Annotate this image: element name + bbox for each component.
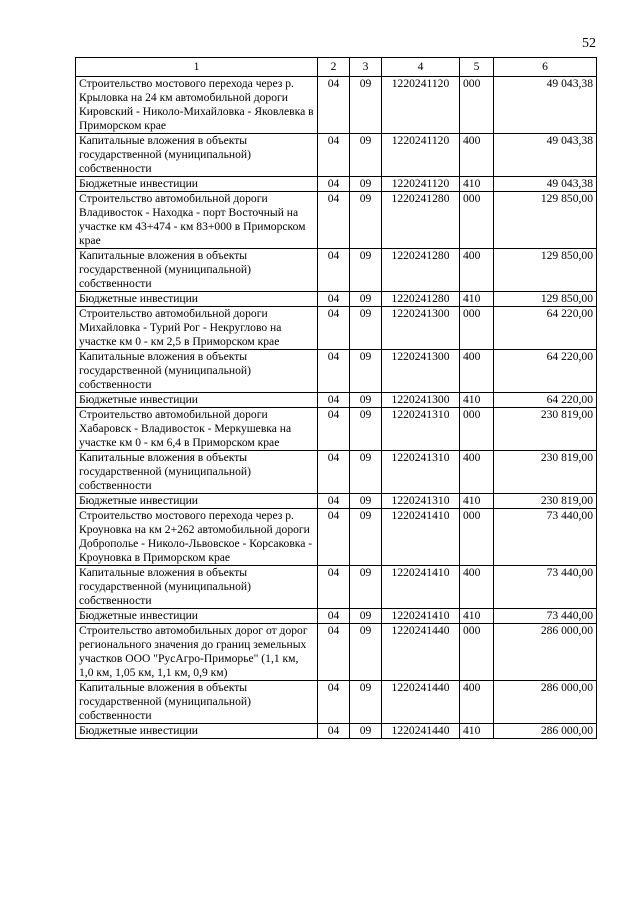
row-expense-type: 410 (460, 292, 494, 307)
row-amount: 286 000,00 (494, 624, 597, 681)
row-amount: 230 819,00 (494, 408, 597, 451)
table-row (76, 393, 597, 408)
row-amount: 286 000,00 (494, 681, 597, 724)
row-name: Строительство мостового перехода через р. Крыловка на 24 км автомобильной дороги Кировский - Николо-Михайловка - Яковлевка в Приморском крае (76, 77, 318, 134)
header-col-4: 4 (382, 58, 460, 77)
table-row (76, 724, 597, 739)
row-section: 04 (318, 408, 350, 451)
row-target-code: 1220241300 (382, 350, 460, 393)
row-amount: 230 819,00 (494, 494, 597, 509)
row-section: 04 (318, 177, 350, 192)
row-amount: 64 220,00 (494, 393, 597, 408)
row-name: Капитальные вложения в объекты государственной (муниципальной) собственности (76, 566, 318, 609)
row-section: 04 (318, 624, 350, 681)
row-expense-type: 000 (460, 624, 494, 681)
budget-table (75, 57, 597, 739)
table-row (76, 192, 597, 249)
row-expense-type: 410 (460, 609, 494, 624)
row-target-code: 1220241410 (382, 509, 460, 566)
row-expense-type: 000 (460, 192, 494, 249)
row-subsection: 09 (350, 134, 382, 177)
row-section: 04 (318, 509, 350, 566)
row-section: 04 (318, 292, 350, 307)
row-subsection: 09 (350, 566, 382, 609)
row-expense-type: 000 (460, 77, 494, 134)
row-amount: 64 220,00 (494, 350, 597, 393)
row-expense-type: 000 (460, 408, 494, 451)
row-name: Капитальные вложения в объекты государственной (муниципальной) собственности (76, 350, 318, 393)
row-section: 04 (318, 134, 350, 177)
table-row (76, 509, 597, 566)
row-target-code: 1220241410 (382, 609, 460, 624)
row-target-code: 1220241280 (382, 292, 460, 307)
table-row (76, 307, 597, 350)
row-subsection: 09 (350, 350, 382, 393)
row-amount: 73 440,00 (494, 609, 597, 624)
row-target-code: 1220241120 (382, 134, 460, 177)
table-row (76, 350, 597, 393)
row-target-code: 1220241280 (382, 249, 460, 292)
row-expense-type: 400 (460, 681, 494, 724)
row-subsection: 09 (350, 292, 382, 307)
row-subsection: 09 (350, 609, 382, 624)
row-target-code: 1220241440 (382, 681, 460, 724)
row-name: Капитальные вложения в объекты государственной (муниципальной) собственности (76, 249, 318, 292)
row-subsection: 09 (350, 624, 382, 681)
row-section: 04 (318, 724, 350, 739)
row-section: 04 (318, 494, 350, 509)
table-row (76, 177, 597, 192)
row-name: Строительство автомобильной дороги Михайловка - Турий Рог - Некруглово на участке км 0 - км 2,5 в Приморском крае (76, 307, 318, 350)
table-row (76, 494, 597, 509)
row-expense-type: 410 (460, 393, 494, 408)
row-target-code: 1220241440 (382, 624, 460, 681)
row-expense-type: 400 (460, 566, 494, 609)
row-subsection: 09 (350, 451, 382, 494)
row-amount: 73 440,00 (494, 566, 597, 609)
row-target-code: 1220241310 (382, 408, 460, 451)
row-section: 04 (318, 451, 350, 494)
row-section: 04 (318, 249, 350, 292)
row-subsection: 09 (350, 724, 382, 739)
row-amount: 64 220,00 (494, 307, 597, 350)
row-amount: 49 043,38 (494, 134, 597, 177)
row-amount: 129 850,00 (494, 192, 597, 249)
row-name: Бюджетные инвестиции (76, 177, 318, 192)
row-expense-type: 400 (460, 134, 494, 177)
header-col-2: 2 (318, 58, 350, 77)
table-row (76, 134, 597, 177)
row-subsection: 09 (350, 177, 382, 192)
row-name: Бюджетные инвестиции (76, 393, 318, 408)
row-amount: 49 043,38 (494, 77, 597, 134)
row-target-code: 1220241310 (382, 451, 460, 494)
table-header-row (76, 58, 597, 77)
row-amount: 129 850,00 (494, 249, 597, 292)
row-section: 04 (318, 192, 350, 249)
row-section: 04 (318, 681, 350, 724)
row-target-code: 1220241310 (382, 494, 460, 509)
table-row (76, 566, 597, 609)
row-target-code: 1220241120 (382, 77, 460, 134)
row-name: Строительство автомобильной дороги Владивосток - Находка - порт Восточный на участке км 43+474 - км 83+000 в Приморском крае (76, 192, 318, 249)
table-row (76, 624, 597, 681)
row-name: Капитальные вложения в объекты государственной (муниципальной) собственности (76, 134, 318, 177)
row-target-code: 1220241410 (382, 566, 460, 609)
row-section: 04 (318, 350, 350, 393)
row-subsection: 09 (350, 509, 382, 566)
row-expense-type: 000 (460, 509, 494, 566)
row-expense-type: 000 (460, 307, 494, 350)
row-expense-type: 410 (460, 494, 494, 509)
row-subsection: 09 (350, 192, 382, 249)
row-section: 04 (318, 609, 350, 624)
table-row (76, 681, 597, 724)
table-row (76, 609, 597, 624)
row-expense-type: 400 (460, 451, 494, 494)
row-name: Капитальные вложения в объекты государственной (муниципальной) собственности (76, 681, 318, 724)
row-expense-type: 400 (460, 249, 494, 292)
header-col-6: 6 (494, 58, 597, 77)
table-row (76, 249, 597, 292)
row-target-code: 1220241440 (382, 724, 460, 739)
row-name: Бюджетные инвестиции (76, 494, 318, 509)
row-subsection: 09 (350, 249, 382, 292)
row-name: Строительство автомобильных дорог от дорог регионального значения до границ земельных участков ООО "РусАгро-Приморье" (1,1 км, 1,0 км, 1,05 км, 1,1 км, 0,9 км) (76, 624, 318, 681)
row-subsection: 09 (350, 393, 382, 408)
row-amount: 129 850,00 (494, 292, 597, 307)
row-amount: 73 440,00 (494, 509, 597, 566)
row-subsection: 09 (350, 681, 382, 724)
row-target-code: 1220241120 (382, 177, 460, 192)
row-target-code: 1220241300 (382, 393, 460, 408)
table-row (76, 408, 597, 451)
row-expense-type: 410 (460, 177, 494, 192)
header-col-1: 1 (76, 58, 318, 77)
table-row (76, 451, 597, 494)
header-col-3: 3 (350, 58, 382, 77)
page-number: 52 (582, 36, 596, 51)
row-subsection: 09 (350, 408, 382, 451)
row-target-code: 1220241300 (382, 307, 460, 350)
row-name: Бюджетные инвестиции (76, 292, 318, 307)
row-subsection: 09 (350, 77, 382, 134)
row-name: Бюджетные инвестиции (76, 609, 318, 624)
row-amount: 49 043,38 (494, 177, 597, 192)
row-section: 04 (318, 393, 350, 408)
row-name: Бюджетные инвестиции (76, 724, 318, 739)
row-amount: 230 819,00 (494, 451, 597, 494)
row-name: Строительство автомобильной дороги Хабаровск - Владивосток - Меркушевка на участке км 0 - км 6,4 в Приморском крае (76, 408, 318, 451)
row-name: Капитальные вложения в объекты государственной (муниципальной) собственности (76, 451, 318, 494)
row-subsection: 09 (350, 307, 382, 350)
row-expense-type: 410 (460, 724, 494, 739)
table-row (76, 292, 597, 307)
table-row (76, 77, 597, 134)
row-target-code: 1220241280 (382, 192, 460, 249)
row-name: Строительство мостового перехода через р. Кроуновка на км 2+262 автомобильной дороги Доброполье - Николо-Львовское - Корсаковка - Кроуновка в Приморском крае (76, 509, 318, 566)
row-amount: 286 000,00 (494, 724, 597, 739)
header-col-5: 5 (460, 58, 494, 77)
row-section: 04 (318, 307, 350, 350)
row-subsection: 09 (350, 494, 382, 509)
row-section: 04 (318, 566, 350, 609)
row-section: 04 (318, 77, 350, 134)
row-expense-type: 400 (460, 350, 494, 393)
